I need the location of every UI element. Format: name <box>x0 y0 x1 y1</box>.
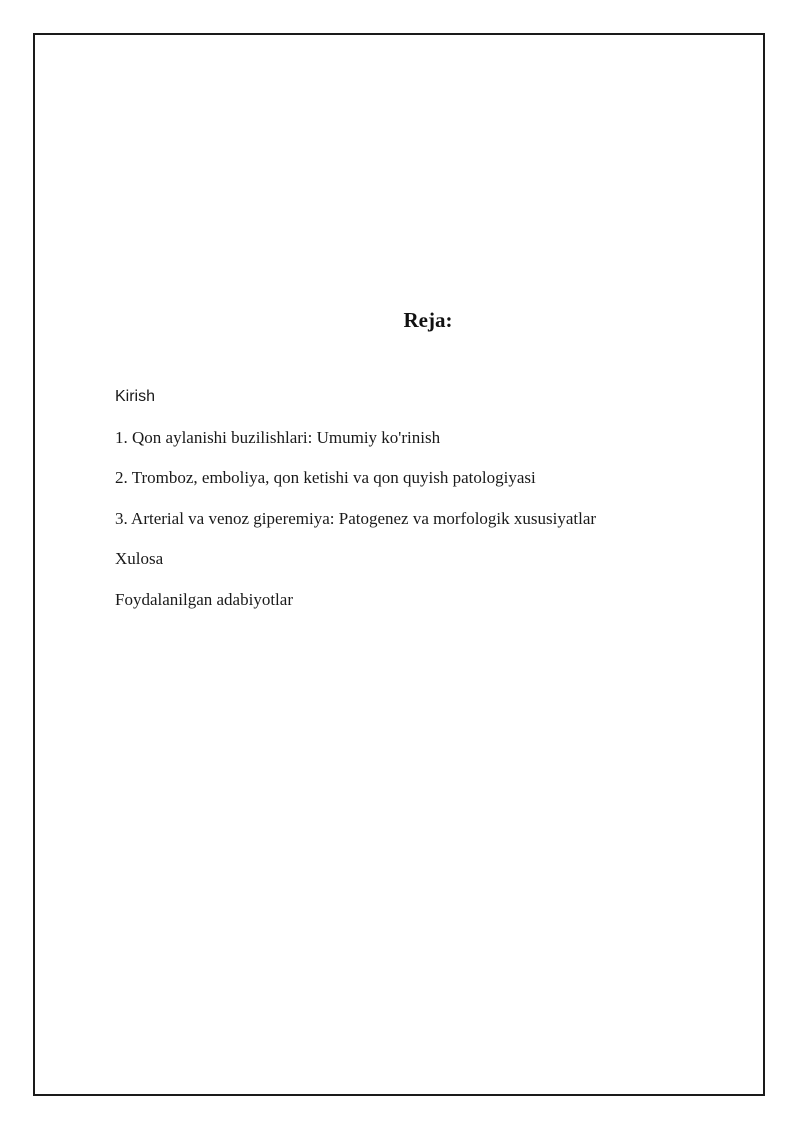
page-title: Reja: <box>403 308 453 332</box>
toc-item-introduction: Kirish <box>115 388 156 405</box>
toc-item-chapter-1: 1. Qon aylanishi buzilishlari: Umumiy ko'rinish <box>115 427 441 447</box>
toc-item-chapter-3: 3. Arterial va venoz giperemiya: Patogenez va morfologik xususiyatlar <box>115 508 597 528</box>
toc-item-chapter-2: 2. Tromboz, emboliya, qon ketishi va qon quyish patologiyasi <box>115 468 536 487</box>
page-frame <box>33 33 765 1096</box>
toc-item-conclusion: Xulosa <box>115 549 164 568</box>
table-of-contents <box>115 385 596 628</box>
toc-item-references: Foydalanilgan adabiyotlar <box>115 589 293 609</box>
